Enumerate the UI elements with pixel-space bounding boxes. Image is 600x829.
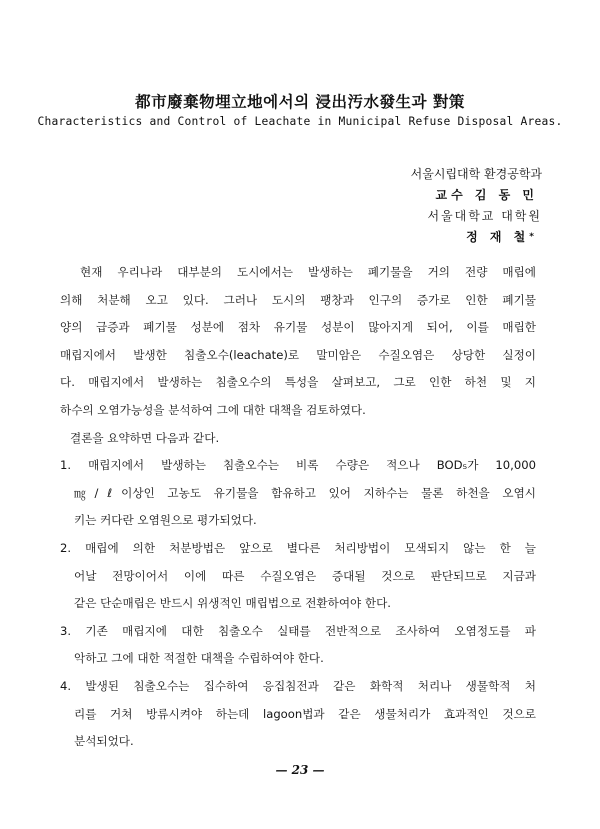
author-2-name-text: 정 재 철 — [466, 230, 530, 244]
list-item-3: 3. 기존 매립지에 대한 침출오수 실태를 전반적으로 조사하여 오염정도를 파 — [60, 623, 536, 638]
list-item-2-cont: 어날 전망이어서 이에 따른 수질오염은 증대될 것으로 판단되므로 지금과 — [74, 568, 536, 583]
body-line: 하수의 오염가능성을 분석하여 그에 대한 대책을 검토하였다. — [60, 402, 366, 417]
body-line: 의해 처분해 오고 있다. 그러나 도시의 팽창과 인구의 증가로 인한 폐기물 — [60, 292, 536, 307]
body-line: 매립지에서 발생한 침출오수(leachate)로 말미암은 수질오염은 상당한 실정이 — [60, 347, 536, 362]
author-block — [282, 164, 542, 248]
affiliation-2: 서울대학교 대학원 — [427, 209, 542, 223]
list-item-4: 4. 발생된 침출오수는 집수하여 응집침전과 같은 화학적 처리나 생물학적 처 — [60, 678, 536, 693]
affiliation-1: 서울시립대학 환경공학과 — [410, 167, 542, 181]
list-item-4-cont: 리를 거쳐 방류시켜야 하는데 lagoon법과 같은 생물처리가 효과적인 것으로 — [74, 706, 536, 721]
page-number: — 23 — — [275, 763, 325, 777]
list-item-2: 2. 매립에 의한 처분방법은 앞으로 별다른 처리방법이 모색되지 않는 한 늘 — [60, 540, 536, 555]
author-footnote-mark: * — [529, 232, 538, 242]
list-item-1-cont: ㎎/ℓ이상인 고농도 유기물을 함유하고 있어 지하수는 물론 하천을 오염시 — [74, 485, 536, 500]
body-line: 결론을 요약하면 다음과 같다. — [70, 430, 220, 445]
list-item-1: 1. 매립지에서 발생하는 침출오수는 비록 수량은 적으나 BOD₅가 10,000 — [60, 458, 536, 473]
body-line: 양의 급증과 폐기물 성분에 점차 유기물 성분이 많아지게 되어, 이를 매립한 — [60, 320, 536, 335]
body-line: 현재 우리나라 대부분의 도시에서는 발생하는 폐기물을 거의 전량 매립에 — [80, 265, 536, 279]
list-item-3-cont: 악하고 그에 대한 적절한 대책을 수립하여야 한다. — [74, 651, 324, 666]
author-1-name: 교수 김 동 민 — [435, 188, 538, 202]
list-item-1-cont: 키는 커다란 오염원으로 평가되었다. — [74, 513, 257, 528]
english-title: Characteristics and Control of Leachate in Municipal Refuse Disposal Areas. — [37, 115, 563, 128]
list-item-4-cont: 분석되었다. — [74, 734, 134, 749]
body-line: 다. 매립지에서 발생하는 침출오수의 특성을 살펴보고, 그로 인한 하천 및 지 — [60, 375, 536, 390]
korean-title: 都市廢棄物埋立地에서의 浸出汚水發生과 對策 — [135, 93, 465, 111]
list-item-2-cont: 같은 단순매립은 반드시 위생적인 매립법으로 전환하여야 한다. — [74, 596, 391, 611]
abstract-body — [60, 259, 536, 756]
author-2-name — [282, 227, 542, 248]
